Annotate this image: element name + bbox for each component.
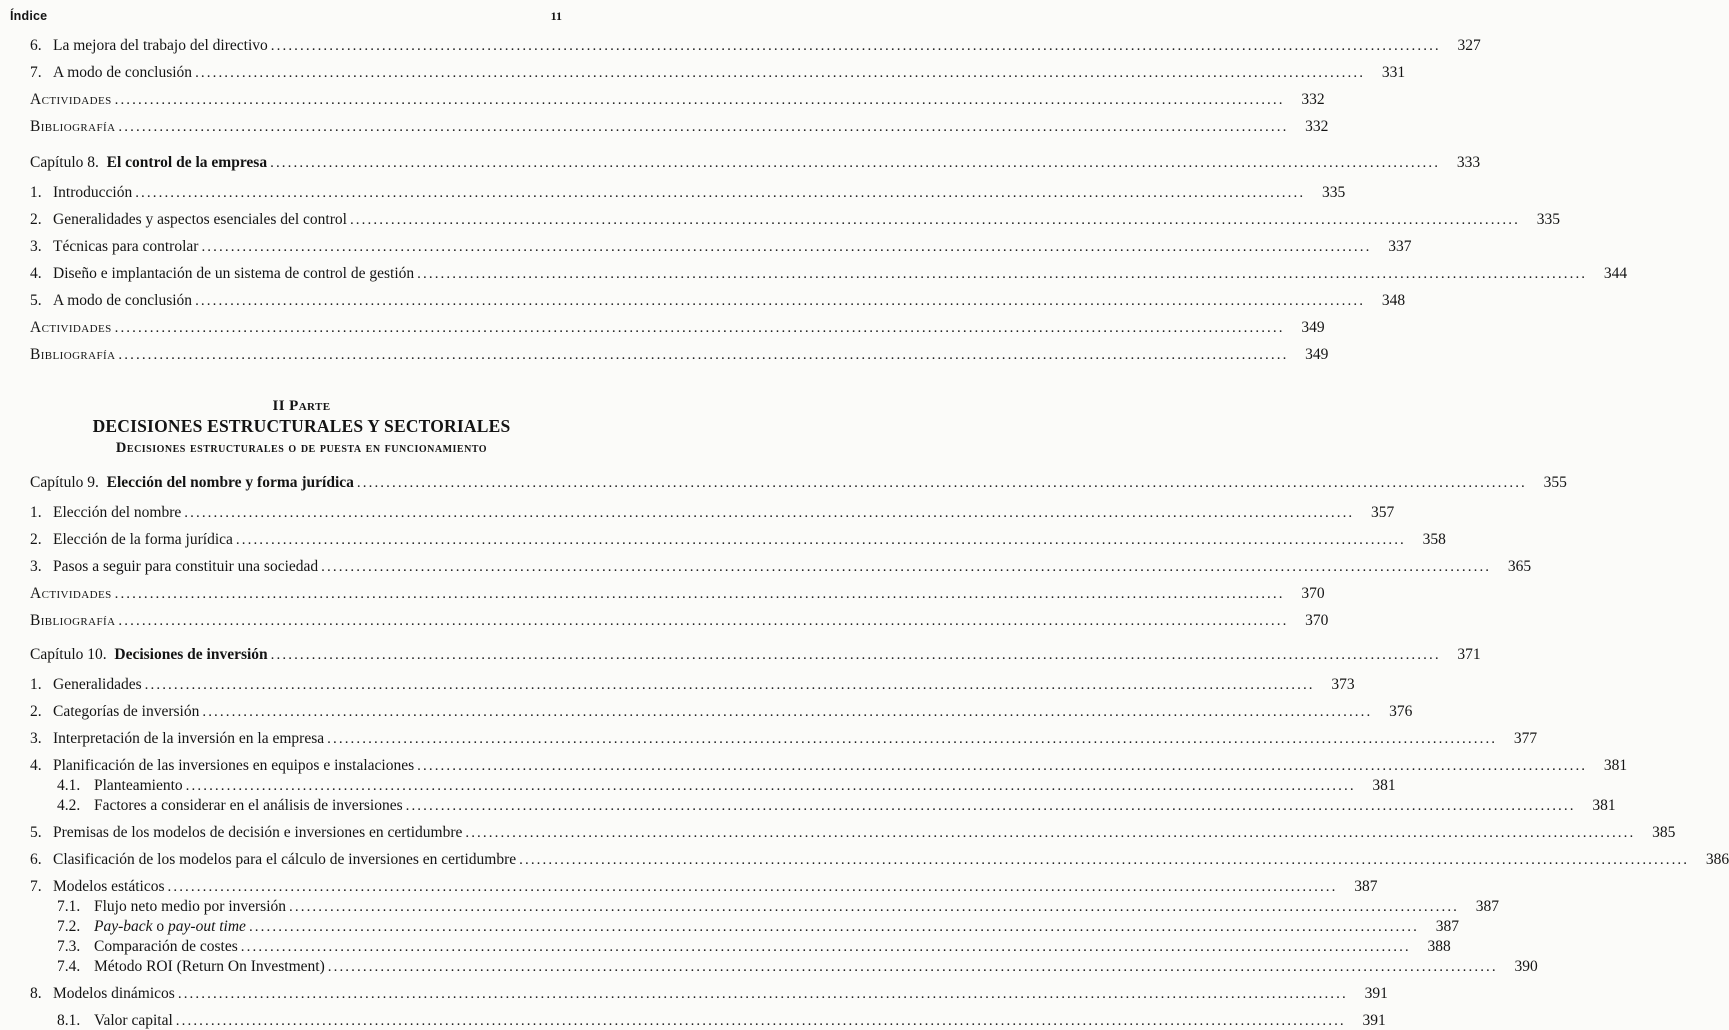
entry-number: 5. — [30, 824, 42, 841]
entry-page-number: 333 — [1456, 154, 1481, 171]
dot-leader — [145, 676, 1315, 694]
entry-page-number: 370 — [1305, 612, 1329, 629]
entry-number: 4.1. — [57, 777, 81, 794]
entry-title: Premisas de los modelos de decisión e inversiones en certidumbre — [53, 824, 463, 841]
dot-leader — [271, 37, 1441, 55]
entry-title-part: Pay-back — [94, 918, 153, 935]
entry-number: 8. — [30, 985, 42, 1002]
dot-leader — [519, 851, 1689, 869]
entry-title: Bibliografía — [30, 612, 116, 629]
entry-number: 3. — [30, 558, 42, 575]
dot-leader — [118, 612, 1288, 630]
dot-leader — [201, 238, 1371, 256]
entry-number: 7. — [30, 878, 42, 895]
toc-entry — [30, 558, 1532, 576]
entry-title-part: El control de la empresa — [106, 154, 268, 171]
entry-title: Diseño e implantación de un sistema de control de gestión — [53, 265, 415, 282]
dot-leader — [118, 118, 1288, 136]
entry-number: 3. — [30, 238, 42, 255]
toc-entry — [30, 211, 1560, 229]
entry-title: Clasificación de los modelos para el cálculo de inversiones en certidumbre — [53, 851, 517, 868]
entry-title: La mejora del trabajo del directivo — [53, 37, 268, 54]
entry-number: 8.1. — [57, 1012, 81, 1029]
entry-title: Pasos a seguir para constituir una sociedad — [53, 558, 319, 575]
toc-entry — [30, 824, 1676, 842]
entry-title: Actividades — [30, 585, 112, 602]
part-subtitle: Decisiones estructurales o de puesta en funcionamiento — [115, 440, 488, 456]
dot-leader — [270, 154, 1440, 172]
entry-page-number: 377 — [1513, 730, 1538, 747]
part-title: DECISIONES ESTRUCTURALES Y SECTORIALES — [92, 416, 511, 436]
entry-title-part: Decisiones de inversión — [114, 646, 268, 663]
entry-title: Modelos estáticos — [53, 878, 165, 895]
entry-title: Técnicas para controlar — [53, 238, 199, 255]
entry-number: 7.3. — [57, 938, 81, 955]
dot-leader — [350, 211, 1520, 229]
entry-number: 1. — [30, 676, 42, 693]
toc-entry — [30, 118, 1329, 136]
entry-page-number: 371 — [1457, 646, 1481, 663]
dot-leader — [249, 918, 1419, 936]
dot-leader — [406, 797, 1576, 815]
toc-entry — [30, 703, 1413, 721]
entry-page-number: 344 — [1603, 265, 1628, 282]
toc-entry — [30, 531, 1446, 549]
dot-leader — [465, 824, 1635, 842]
toc-entry — [30, 238, 1412, 256]
toc-entry — [30, 37, 1481, 55]
entry-page-number: 349 — [1305, 346, 1329, 363]
entry-number: 3. — [30, 730, 42, 747]
entry-title-part: pay-out time — [168, 918, 246, 935]
dot-leader — [184, 504, 1354, 522]
toc-entry — [30, 730, 1538, 748]
entry-page-number: 387 — [1435, 918, 1459, 935]
toc-entry — [30, 184, 1346, 202]
entry-title: Interpretación de la inversión en la empresa — [53, 730, 325, 747]
toc-entry — [30, 265, 1628, 283]
toc-entry — [30, 938, 1451, 956]
toc-entry — [30, 154, 1481, 172]
entry-page-number: 335 — [1536, 211, 1560, 228]
entry-number: 6. — [30, 851, 42, 868]
entry-page-number: 332 — [1301, 91, 1325, 108]
entry-number: 7.1. — [57, 898, 81, 915]
toc-block — [30, 474, 1567, 630]
dot-leader — [186, 777, 1356, 795]
table-of-contents — [0, 37, 1729, 1030]
entry-page-number: 370 — [1301, 585, 1325, 602]
toc-entry — [30, 292, 1406, 310]
entry-title: Actividades — [30, 319, 112, 336]
dot-leader — [135, 184, 1305, 202]
dot-leader — [168, 878, 1338, 896]
part-kicker: II Parte — [272, 398, 331, 414]
entry-number: 1. — [30, 184, 42, 201]
entry-page-number: 348 — [1381, 292, 1406, 309]
toc-entry — [30, 1012, 1386, 1030]
entry-title: A modo de conclusión — [53, 64, 193, 81]
dot-leader — [289, 898, 1459, 916]
entry-title: Bibliografía — [30, 346, 116, 363]
dot-leader — [115, 585, 1285, 603]
toc-entry — [30, 474, 1567, 492]
dot-leader — [115, 91, 1285, 109]
toc-entry — [30, 346, 1329, 364]
entry-page-number: 390 — [1514, 958, 1538, 975]
entry-page-number: 349 — [1301, 319, 1325, 336]
toc-entry — [30, 757, 1628, 775]
entry-title: Elección de la forma jurídica — [53, 531, 233, 548]
entry-page-number: 388 — [1427, 938, 1451, 955]
entry-title — [30, 154, 267, 171]
dot-leader — [178, 985, 1348, 1003]
toc-entry — [30, 878, 1378, 896]
entry-page-number: 365 — [1507, 558, 1532, 575]
entry-title: Introducción — [53, 184, 133, 201]
entry-page-number: 337 — [1388, 238, 1412, 255]
dot-leader — [195, 292, 1365, 310]
toc-entry — [30, 918, 1459, 936]
toc-entry — [30, 985, 1388, 1003]
entry-number: 2. — [30, 703, 42, 720]
entry-page-number: 332 — [1305, 118, 1329, 135]
toc-entry — [30, 797, 1616, 815]
entry-number: 2. — [30, 211, 42, 228]
entry-page-number: 373 — [1331, 676, 1355, 693]
entry-title: Comparación de costes — [94, 938, 238, 955]
entry-title: Planificación de las inversiones en equipos e instalaciones — [53, 757, 415, 774]
entry-page-number: 376 — [1389, 703, 1413, 720]
entry-title: Actividades — [30, 91, 112, 108]
dot-leader — [118, 346, 1288, 364]
entry-number: 4. — [30, 265, 42, 282]
entry-title-part: o — [152, 918, 169, 935]
dot-leader — [357, 474, 1527, 492]
entry-title — [30, 646, 268, 663]
entry-title: Flujo neto medio por inversión — [94, 898, 287, 915]
dot-leader — [176, 1012, 1346, 1030]
toc-entry — [30, 646, 1481, 664]
dot-leader — [195, 64, 1365, 82]
toc-entry — [30, 958, 1538, 976]
toc-entry — [30, 676, 1355, 694]
entry-title-part: Capítulo 8. — [30, 154, 107, 171]
entry-title: Generalidades y aspectos esenciales del control — [53, 211, 347, 228]
entry-title-part: Elección del nombre y forma jurídica — [106, 474, 354, 491]
dot-leader — [202, 703, 1372, 721]
toc-entry — [30, 91, 1325, 109]
toc-entry — [30, 612, 1329, 630]
entry-title: Bibliografía — [30, 118, 116, 135]
entry-title: A modo de conclusión — [53, 292, 193, 309]
entry-number: 7. — [30, 64, 42, 81]
toc-entry — [30, 504, 1395, 522]
entry-page-number: 387 — [1354, 878, 1378, 895]
entry-page-number: 385 — [1652, 824, 1676, 841]
entry-page-number: 335 — [1321, 184, 1346, 201]
dot-leader — [328, 958, 1498, 976]
entry-title: Valor capital — [94, 1012, 173, 1029]
entry-page-number: 391 — [1362, 1012, 1386, 1029]
toc-entry — [30, 851, 1729, 869]
running-header — [0, 0, 600, 24]
toc-entry — [30, 64, 1406, 82]
entry-page-number: 386 — [1705, 851, 1729, 868]
entry-page-number: 387 — [1475, 898, 1500, 915]
dot-leader — [236, 531, 1406, 549]
entry-page-number: 331 — [1381, 64, 1406, 81]
dot-leader — [115, 319, 1285, 337]
dot-leader — [327, 730, 1497, 748]
entry-number: 1. — [30, 504, 42, 521]
toc-block — [30, 646, 1729, 1030]
dot-leader — [417, 265, 1587, 283]
entry-page-number: 381 — [1603, 757, 1628, 774]
entry-title-part: Capítulo 10. — [30, 646, 115, 663]
entry-title: Planteamiento — [94, 777, 183, 794]
entry-number: 5. — [30, 292, 42, 309]
toc-entry — [30, 777, 1396, 795]
entry-title: Elección del nombre — [53, 504, 182, 521]
entry-page-number: 381 — [1372, 777, 1396, 794]
entry-number: 6. — [30, 37, 42, 54]
entry-number: 4.2. — [57, 797, 81, 814]
entry-title: Generalidades — [53, 676, 142, 693]
dot-leader — [417, 757, 1587, 775]
entry-page-number: 391 — [1364, 985, 1388, 1002]
entry-title — [30, 474, 354, 491]
entry-number: 7.4. — [57, 958, 81, 975]
entry-page-number: 358 — [1422, 531, 1446, 548]
entry-title-part: Capítulo 9. — [30, 474, 107, 491]
toc-entry — [30, 898, 1500, 916]
entry-page-number: 327 — [1457, 37, 1481, 54]
toc-entry — [30, 319, 1325, 337]
toc-block — [30, 154, 1628, 364]
entry-page-number: 357 — [1371, 504, 1395, 521]
header-page-number: 11 — [550, 9, 562, 23]
entry-title: Factores a considerar en el análisis de inversiones — [94, 797, 403, 814]
entry-number: 2. — [30, 531, 42, 548]
toc-block — [30, 37, 1481, 136]
dot-leader — [241, 938, 1411, 956]
part-heading — [30, 398, 573, 456]
entry-title: Método ROI (Return On Investment) — [94, 958, 325, 975]
toc-entry — [30, 585, 1325, 603]
dot-leader — [321, 558, 1491, 576]
entry-title: Modelos dinámicos — [53, 985, 175, 1002]
entry-title: Categorías de inversión — [53, 703, 200, 720]
entry-page-number: 381 — [1592, 797, 1616, 814]
entry-title — [94, 918, 246, 935]
header-title: Índice — [10, 9, 48, 23]
dot-leader — [271, 646, 1441, 664]
entry-page-number: 355 — [1543, 474, 1567, 491]
entry-number: 4. — [30, 757, 42, 774]
entry-number: 7.2. — [57, 918, 81, 935]
